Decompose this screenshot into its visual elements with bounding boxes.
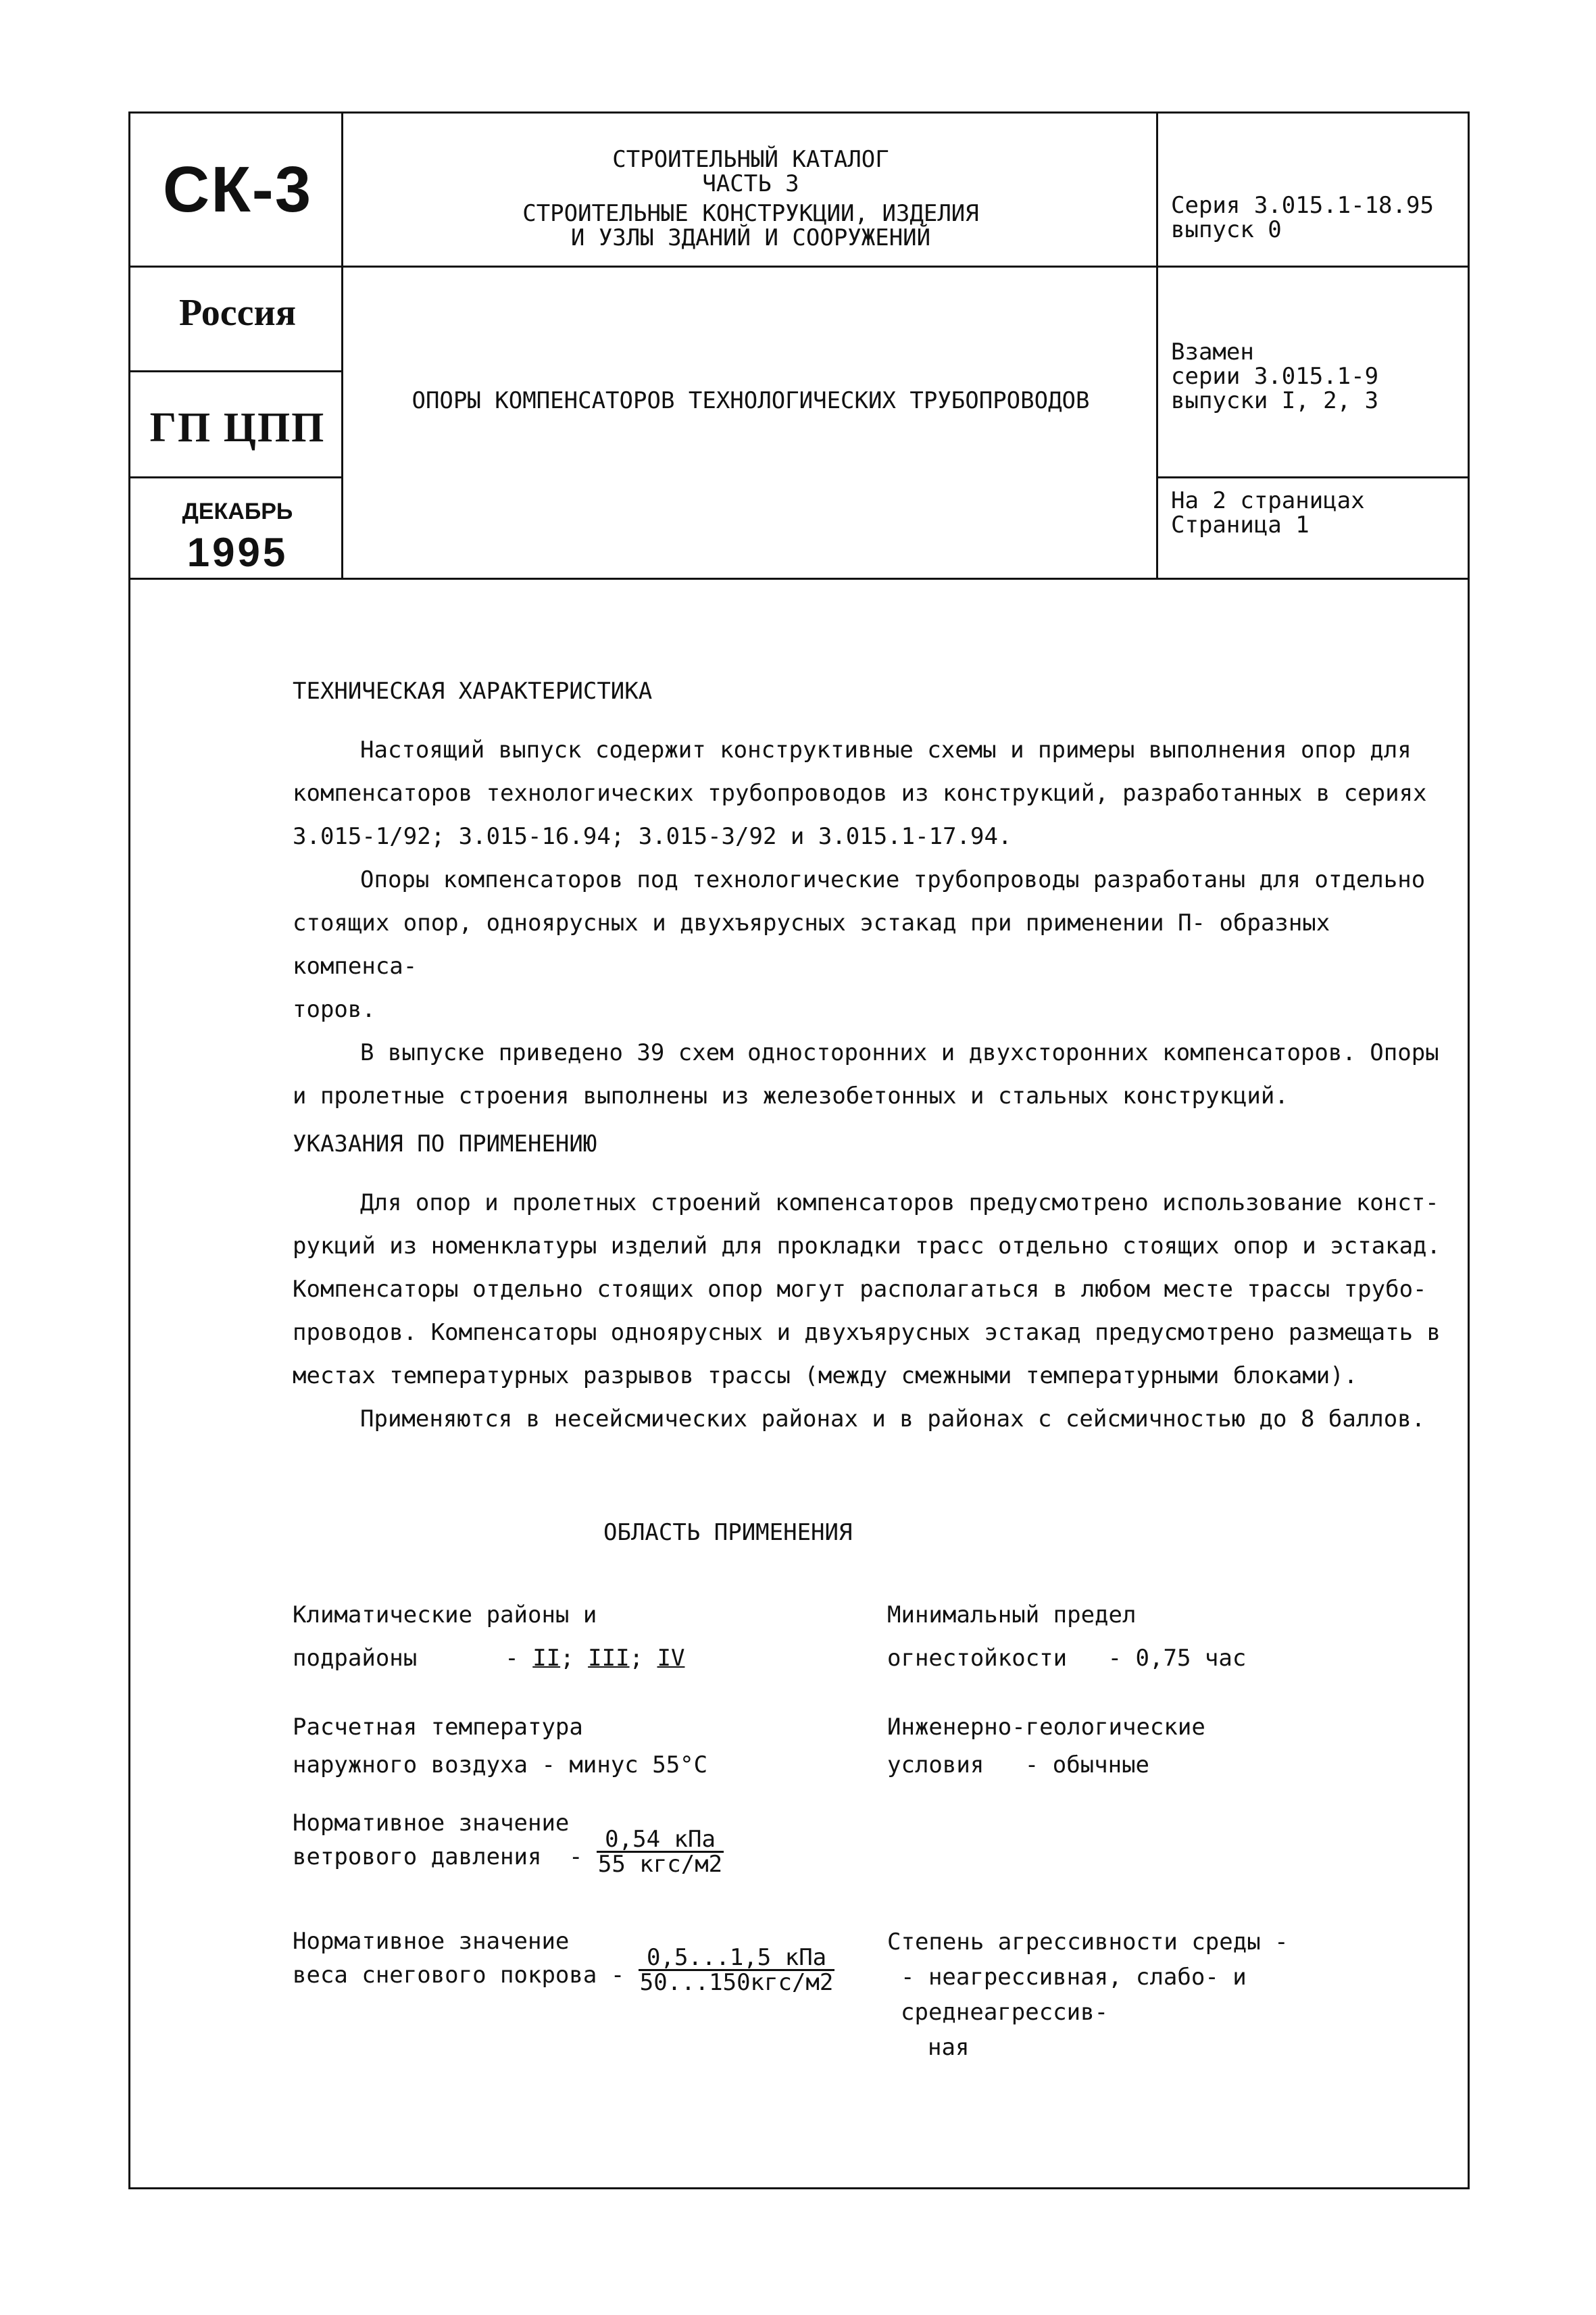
aggression-block <box>887 1924 1468 2065</box>
wind-fraction <box>597 1828 724 1876</box>
wind-sublabel: ветрового давления <box>293 1843 542 1870</box>
catalog-subtitle-2: И УЗЛЫ ЗДАНИЙ И СООРУЖЕНИЙ <box>570 224 931 251</box>
usage-text <box>293 1181 1441 1441</box>
geology-sublabel: условия <box>887 1751 984 1778</box>
replaces-series: серии 3.015.1-9 <box>1171 363 1379 390</box>
snow-sublabel: веса снегового покрова <box>293 1962 597 1989</box>
usage-line: местах температурных разрывов трассы (между смежными температурными блоками). <box>293 1362 1358 1389</box>
series-code-logo: СК-3 <box>162 153 313 226</box>
tech-line: торов. <box>293 996 376 1023</box>
tech-line: Настоящий выпуск содержит конструктивные схемы и примеры выполнения опор для <box>360 737 1412 764</box>
tech-line: В выпуске приведено 39 схем односторонних и двухсторонних компенсаторов. Опоры <box>360 1039 1439 1066</box>
series-number: Серия 3.015.1-18.95 <box>1171 192 1434 219</box>
climate-region-4: IV <box>657 1645 685 1672</box>
climate-separator: ; <box>629 1645 644 1672</box>
usage-line: рукций из номенклатуры изделий для прокладки трасс отдельно стоящих опор и эстакад. <box>293 1233 1441 1260</box>
fire-block <box>887 1593 1246 1680</box>
release-year: 1995 <box>186 530 289 575</box>
tech-line: 3.015-1/92; 3.015-16.94; 3.015-3/92 и 3.015.1-17.94. <box>293 823 1012 850</box>
snow-block <box>293 1924 834 1994</box>
geology-label: Инженерно-геологические <box>887 1714 1205 1741</box>
snow-value-kpa: 0,5...1,5 кПа <box>639 1946 835 1971</box>
snow-value-kgs: 50...150кгс/м2 <box>639 1969 834 1996</box>
climate-region-3: III <box>588 1645 630 1672</box>
tech-line: Опоры компенсаторов под технологические трубопроводы разработаны для отдельно <box>360 866 1426 893</box>
document-sheet <box>128 111 1470 2189</box>
replaces-label: Взамен <box>1171 339 1254 366</box>
temperature-sublabel: наружного воздуха <box>293 1751 528 1778</box>
snow-dash: - <box>610 1962 625 1989</box>
catalog-part: ЧАСТЬ 3 <box>702 170 799 197</box>
aggression-value: - неагрессивная, слабо- и среднеагрессив- <box>901 1964 1247 2026</box>
aggression-value-cont: ная <box>928 2034 970 2061</box>
page-number: Страница 1 <box>1171 512 1310 539</box>
usage-line: проводов. Компенсаторы одноярусных и двухъярусных эстакад предусмотрено размещать в <box>293 1319 1441 1346</box>
tech-line: компенсаторов технологических трубопроводов из конструкций, разработанных в сериях <box>293 780 1427 807</box>
stamp-row-divider-1 <box>130 266 1468 268</box>
stamp-row-divider-2 <box>130 370 341 372</box>
tech-heading: ТЕХНИЧЕСКАЯ ХАРАКТЕРИСТИКА <box>293 678 653 705</box>
pages-info <box>1171 489 1365 537</box>
tech-text <box>293 728 1441 1118</box>
tech-line: стоящих опор, одноярусных и двухъярусных эстакад при применении П- образных компенса- <box>293 910 1330 980</box>
page-count: На 2 страницах <box>1171 487 1365 514</box>
climate-block <box>293 1593 684 1680</box>
wind-dash: - <box>568 1843 583 1870</box>
wind-value-kpa: 0,54 кПа <box>597 1828 724 1853</box>
wind-label: Нормативное значение <box>293 1810 570 1837</box>
country-label: Россия <box>178 292 297 334</box>
temperature-label: Расчетная температура <box>293 1714 583 1741</box>
geology-value: - обычные <box>1024 1751 1150 1778</box>
aggression-label: Степень агрессивности среды - <box>887 1928 1289 1956</box>
stamp-row-divider-4 <box>1156 476 1468 478</box>
fire-label: Минимальный предел <box>887 1601 1137 1628</box>
snow-fraction <box>639 1946 835 1994</box>
wind-value-kgs: 55 кгс/м2 <box>597 1851 723 1878</box>
climate-separator: ; <box>560 1645 574 1672</box>
climate-sublabel: подрайоны <box>293 1645 418 1672</box>
temperature-block <box>293 1708 707 1784</box>
geology-block <box>887 1708 1205 1784</box>
temperature-value: - минус 55°С <box>541 1751 708 1778</box>
fire-sublabel: огнестойкости <box>887 1645 1068 1672</box>
climate-region-2: II <box>532 1645 561 1672</box>
usage-heading: УКАЗАНИЯ ПО ПРИМЕНЕНИЮ <box>293 1130 597 1158</box>
series-info <box>1171 193 1434 242</box>
wind-block <box>293 1806 724 1876</box>
release-month: ДЕКАБРЬ <box>182 499 293 524</box>
climate-label: Климатические районы и <box>293 1601 597 1628</box>
catalog-header <box>345 147 1156 250</box>
stamp-bottom-border <box>130 578 1468 580</box>
stamp-row-divider-3 <box>130 476 341 478</box>
fire-value: - 0,75 час <box>1107 1645 1247 1672</box>
scope-heading: ОБЛАСТЬ ПРИМЕНЕНИЯ <box>603 1519 853 1546</box>
usage-line: Для опор и пролетных строений компенсаторов предусмотрено использование конст- <box>360 1189 1439 1216</box>
tech-line: и пролетные строения выполнены из железобетонных и стальных конструкций. <box>293 1082 1289 1110</box>
usage-line: Применяются в несейсмических районах и в районах с сейсмичностью до 8 баллов. <box>360 1405 1426 1433</box>
catalog-subtitle-1: СТРОИТЕЛЬНЫЕ КОНСТРУКЦИИ, ИЗДЕЛИЯ <box>522 200 979 227</box>
stamp-divider-right <box>1156 114 1158 580</box>
catalog-title: СТРОИТЕЛЬНЫЙ КАТАЛОГ <box>612 146 889 173</box>
document-title: ОПОРЫ КОМПЕНСАТОРОВ ТЕХНОЛОГИЧЕСКИХ ТРУБОПРОВОДОВ <box>412 387 1090 414</box>
replaces-info <box>1171 340 1378 413</box>
snow-label: Нормативное значение <box>293 1928 570 1955</box>
climate-dash: - <box>505 1645 519 1672</box>
organization-label: ГП ЦПП <box>149 404 326 451</box>
replaces-issues: выпуски I, 2, 3 <box>1171 387 1379 414</box>
usage-line: Компенсаторы отдельно стоящих опор могут располагаться в любом месте трассы трубо- <box>293 1276 1427 1303</box>
issue-number: выпуск 0 <box>1171 216 1282 243</box>
